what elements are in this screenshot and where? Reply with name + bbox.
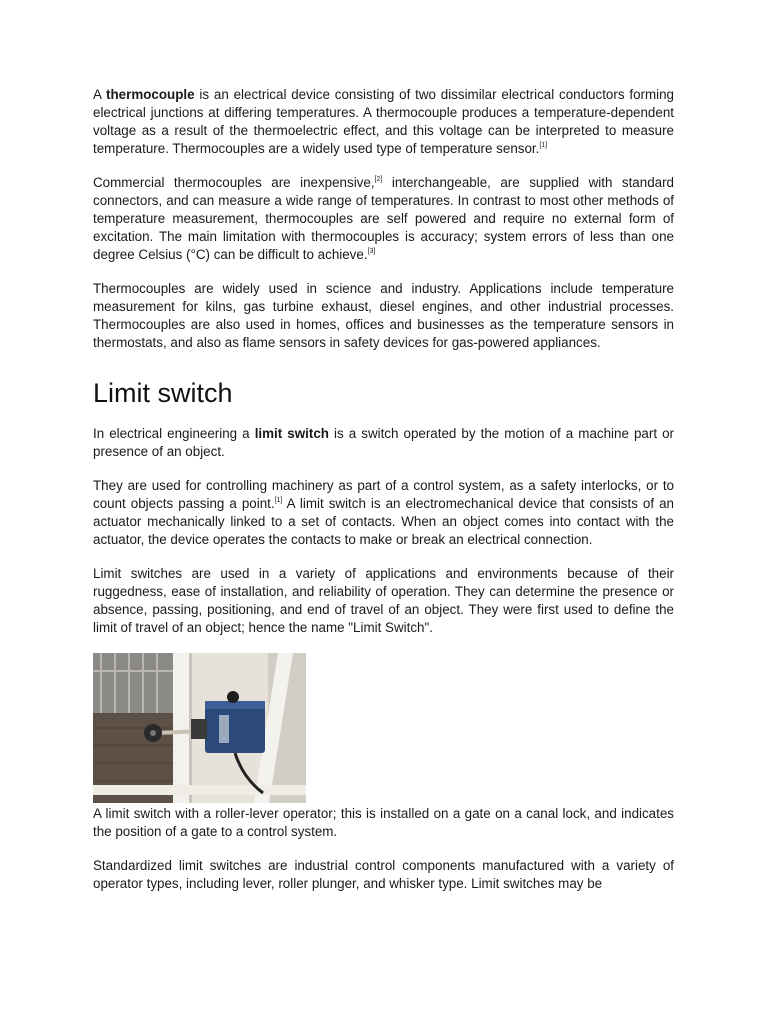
text-run: is an electrical device consisting of two dissimilar electrical conductors forming electrical junctions at differing temperatures. A thermocouple produces a temperature-dependent voltage as a result of the thermoelectric effect, and this voltage can be interpreted to measure temperature. Thermocouples are a widely used type of temperature sensor. bbox=[93, 87, 674, 156]
text-run: Commercial thermocouples are inexpensive, bbox=[93, 175, 375, 190]
text-run: In electrical engineering a bbox=[93, 426, 255, 441]
text-run: is a switch operated by the motion of a machine part or presence of an object. bbox=[93, 426, 674, 459]
citation-ref[interactable]: [3] bbox=[367, 248, 376, 255]
section-heading-limit-switch: Limit switch bbox=[93, 378, 233, 408]
citation-ref[interactable]: [1] bbox=[539, 142, 548, 149]
text-run: interchangeable, are supplied with standard connectors, and can measure a wide range of temperatures. In contrast to most other methods of temperature measurement, thermocouples are self powered and require no external form of excitation. The main limitation with thermocouples is accuracy; system errors of less than one degree Celsius (°C) can be difficult to achieve. bbox=[93, 175, 674, 262]
figure-caption: A limit switch with a roller-lever operator; this is installed on a gate on a canal lock, and indicates the position of a gate to a control system. bbox=[93, 806, 674, 839]
bold-term-thermocouple: thermocouple bbox=[106, 87, 195, 102]
limit-switch-paragraph-4: Standardized limit switches are industrial control components manufactured with a variety of operator types, including lever, roller plunger, and whisker type. Limit switches may be bbox=[93, 858, 674, 891]
citation-ref[interactable]: [2] bbox=[374, 176, 383, 183]
document-body bbox=[93, 86, 674, 909]
thermocouple-paragraph-1 bbox=[93, 86, 674, 158]
text-run: They are used for controlling machinery as part of a control system, as a safety interlocks, or to count objects passing a point. bbox=[93, 478, 674, 511]
limit-switch-photo bbox=[93, 653, 306, 803]
limit-switch-photo-illustration bbox=[93, 653, 306, 803]
citation-ref[interactable]: [1] bbox=[274, 497, 283, 504]
text-run: A bbox=[93, 87, 107, 102]
limit-switch-paragraph-3: Limit switches are used in a variety of applications and environments because of their ruggedness, ease of installation, and reliability of operation. They can determine the presence or absence, passing, positioning, and end of travel of an object. They were first used to define the limit of travel of an object; hence the name "Limit Switch". bbox=[93, 566, 674, 635]
limit-switch-paragraph-1 bbox=[93, 425, 674, 461]
thermocouple-paragraph-3: Thermocouples are widely used in science and industry. Applications include temperature measurement for kilns, gas turbine exhaust, diesel engines, and other industrial processes. Thermocouples are also used in homes, offices and businesses as the temperature sensors in thermostats, and also as flame sensors in safety devices for gas-powered appliances. bbox=[93, 281, 674, 350]
thermocouple-paragraph-2 bbox=[93, 174, 674, 264]
text-run: A limit switch is an electromechanical device that consists of an actuator mechanically linked to a set of contacts. When an object comes into contact with the actuator, the device operates the contacts to make or break an electrical connection. bbox=[93, 496, 674, 547]
limit-switch-paragraph-2 bbox=[93, 477, 674, 549]
bold-term-limit-switch: limit switch bbox=[254, 426, 329, 441]
